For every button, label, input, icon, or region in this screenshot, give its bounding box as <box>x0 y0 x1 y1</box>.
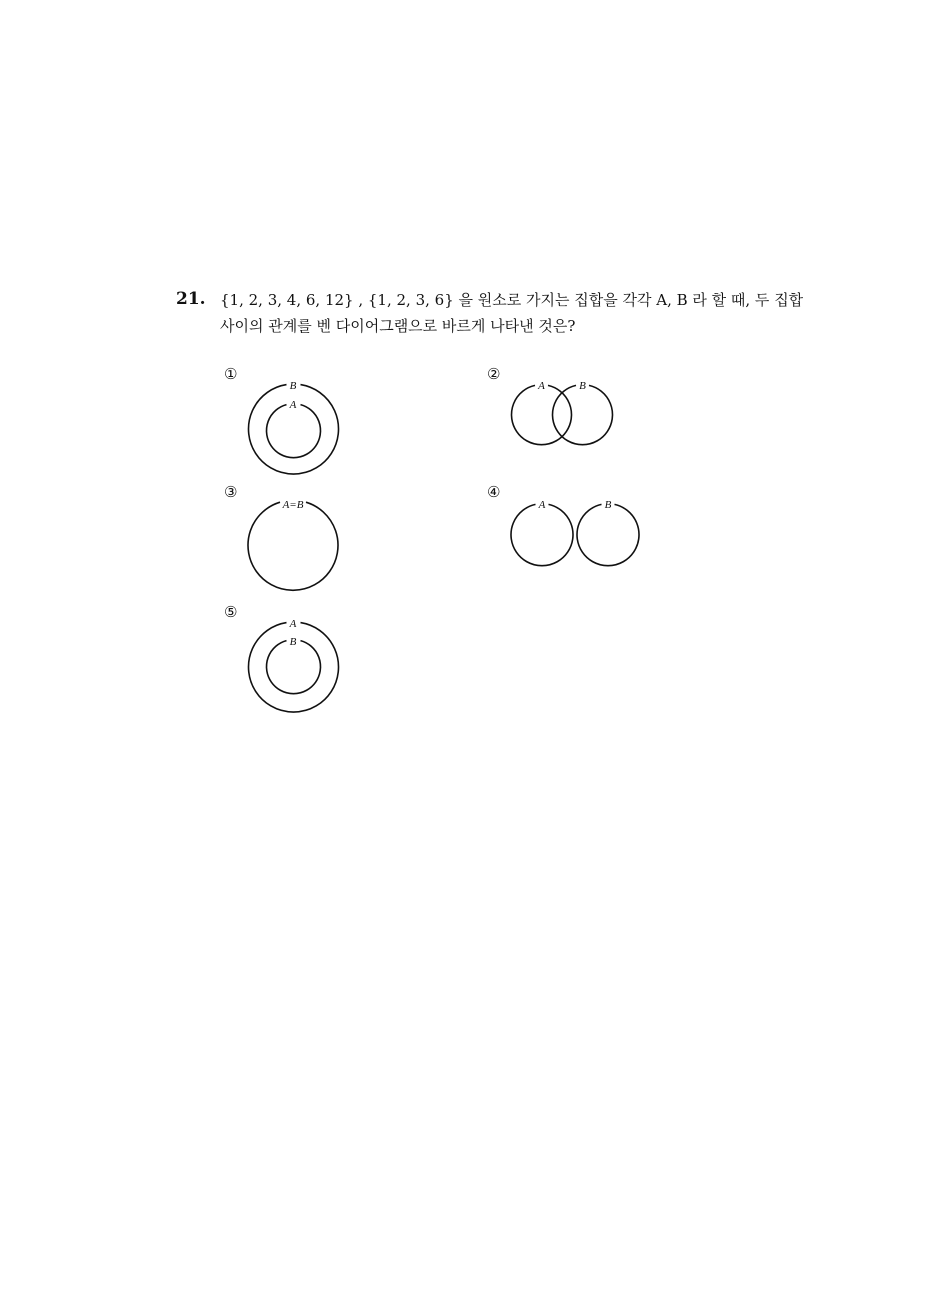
option-4-left-label: A <box>538 499 546 511</box>
option-5-inner-label: B <box>289 636 297 648</box>
option-1-inner-label: A <box>289 399 297 411</box>
question-number: 21. <box>176 289 206 309</box>
option-1-label[interactable]: ① <box>224 365 238 383</box>
option-5-inner-circle <box>267 641 321 694</box>
option-2-right-label: B <box>579 380 586 392</box>
option-2-left-label: A <box>538 380 545 392</box>
option-4-right-label: B <box>604 499 612 511</box>
option-5-label[interactable]: ⑤ <box>224 603 238 621</box>
option-2-label[interactable]: ② <box>487 365 501 383</box>
option-4-label[interactable]: ④ <box>487 483 501 501</box>
option-5-outer-label: A <box>289 618 297 630</box>
option-3-label[interactable]: ③ <box>224 483 238 501</box>
question-text-line2: 사이의 관계를 벤 다이어그램으로 바르게 나타낸 것은? <box>220 317 576 335</box>
option-1-outer-label: B <box>289 380 297 392</box>
option-3-circle-label: A=B <box>282 499 304 511</box>
question-text-line1: {1, 2, 3, 4, 6, 12} , {1, 2, 3, 6} 을 원소로 가지는 집합을 각각 A, B 라 할 때, 두 집합 <box>220 291 804 309</box>
